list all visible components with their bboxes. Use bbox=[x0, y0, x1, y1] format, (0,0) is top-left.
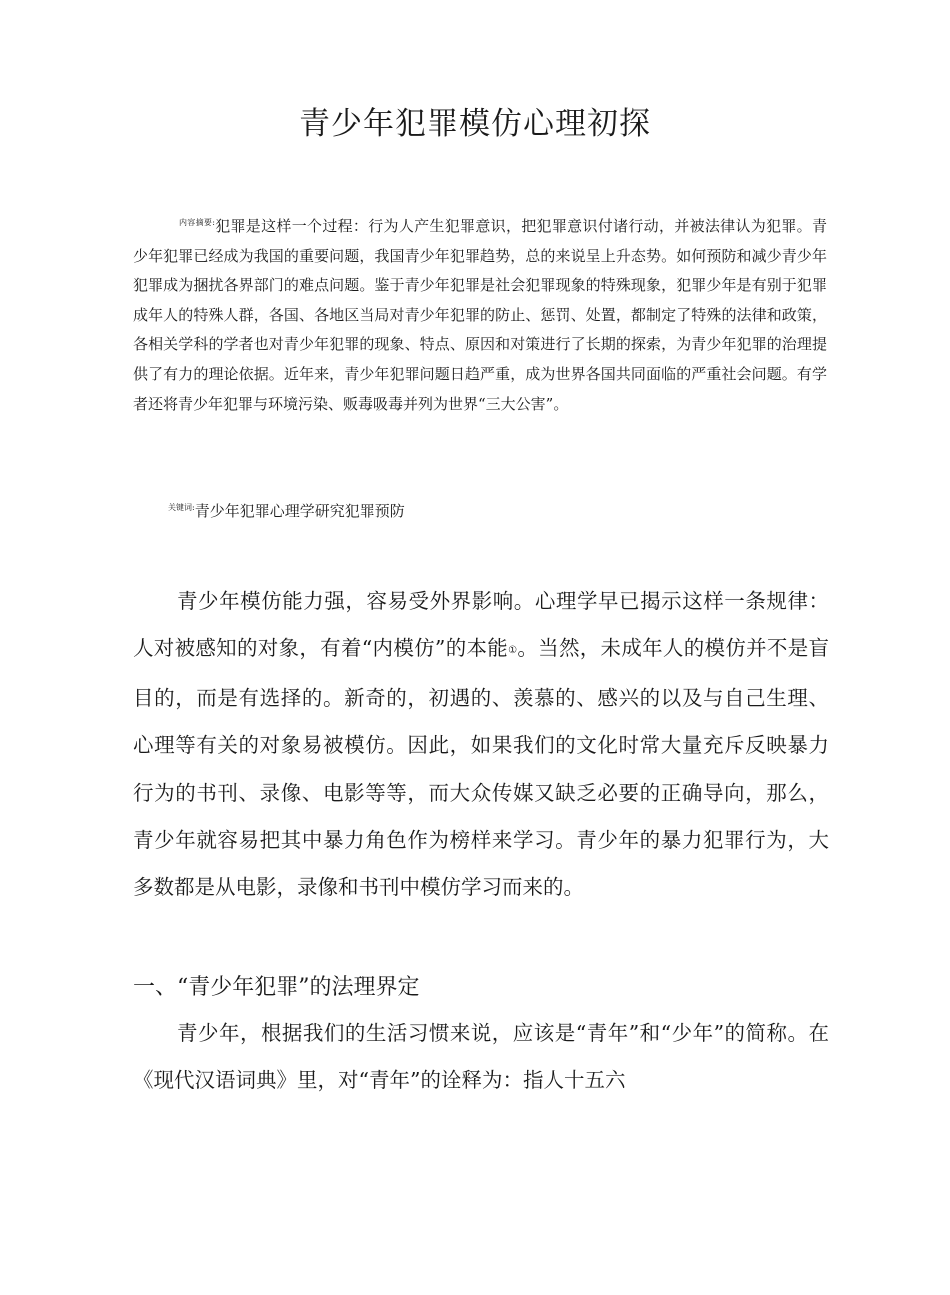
footnote-marker: ① bbox=[508, 645, 518, 657]
keywords-line bbox=[168, 497, 828, 525]
intro-text-part2: 。当然，未成年人的模仿并不是盲目的，而是有选择的。新奇的，初遇的、羡慕的、感兴的以及与自己生理、心理等有关的对象易被模仿。因此，如果我们的文化时常大量充斥反映暴力行为的书刊、录像、电影等等，而大众传媒又缺乏必要的正确导向，那么，青少年就容易把其中暴力角色作为榜样来学习。青少年的暴力犯罪行为，大多数都是从电影，录像和书刊中模仿学习而来的。 bbox=[133, 636, 830, 900]
keywords-label: 关键词: bbox=[168, 503, 195, 512]
section-heading: 一、“青少年犯罪”的法理界定 bbox=[133, 975, 420, 1000]
section-paragraph bbox=[133, 1010, 829, 1104]
abstract-text: 犯罪是这样一个过程：行为人产生犯罪意识，把犯罪意识付诸行动，并被法律认为犯罪。青少年犯罪已经成为我国的重要问题，我国青少年犯罪趋势，总的来说呈上升态势。如何预防和减少青少年犯罪成为捆扰各界部门的难点问题。鉴于青少年犯罪是社会犯罪现象的特殊现象，犯罪少年是有别于犯罪成年人的特殊人群，各国、各地区当局对青少年犯罪的防止、惩罚、处置，都制定了特殊的法律和政策，各相关学科的学者也对青少年犯罪的现象、特点、原因和对策进行了长期的探索，为青少年犯罪的治理提供了有力的理论依据。近年来，青少年犯罪问题日趋严重，成为世界各国共同面临的严重社会问题。有学者还将青少年犯罪与环境污染、贩毒吸毒并列为世界“三大公害”。 bbox=[133, 217, 827, 413]
abstract-paragraph bbox=[133, 212, 827, 419]
document-title: 青少年犯罪模仿心理初探 bbox=[299, 106, 651, 142]
section-paragraph-text: 青少年，根据我们的生活习惯来说，应该是“青年”和“少年”的简称。在《现代汉语词典》里，对“青年”的诠释为：指人十五六 bbox=[133, 1021, 829, 1092]
abstract-label: 内容摘要: bbox=[179, 218, 215, 227]
intro-paragraph bbox=[133, 578, 829, 912]
intro-text-part1: 青少年模仿能力强，容易受外界影响。心理学早已揭示这样一条规律：人对被感知的对象，有着“内模仿”的本能 bbox=[133, 589, 829, 661]
keywords-text: 青少年犯罪心理学研究犯罪预防 bbox=[194, 502, 405, 520]
